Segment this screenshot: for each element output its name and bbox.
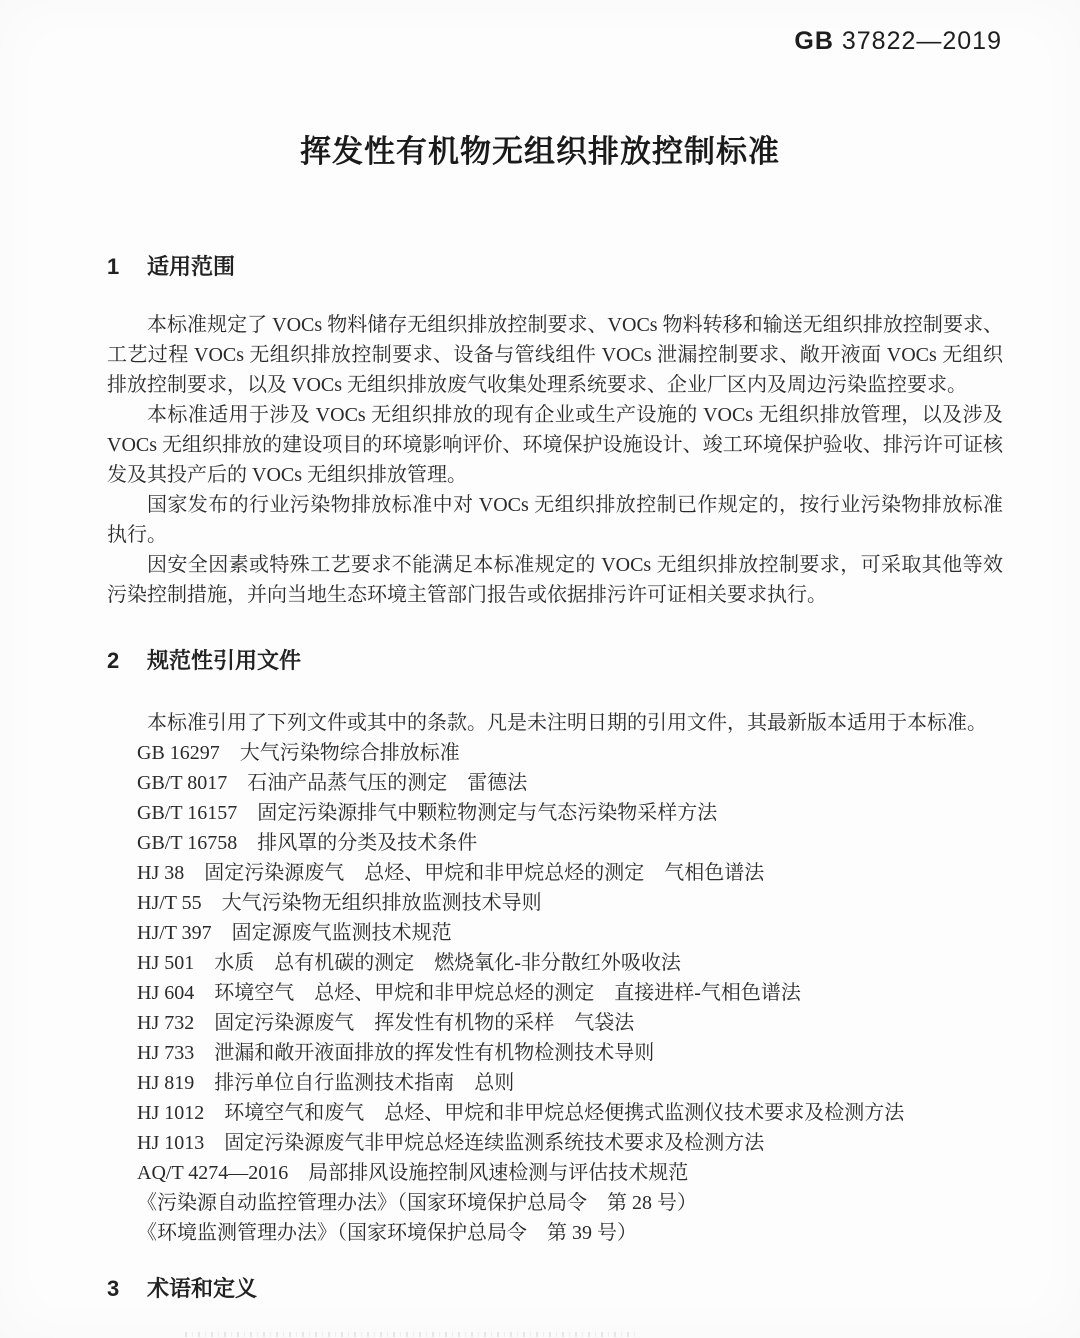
section-number: 2 (107, 648, 120, 673)
references-intro: 本标准引用了下列文件或其中的条款。凡是未注明日期的引用文件，其最新版本适用于本标准。 (147, 712, 987, 734)
section-heading-scope (107, 252, 1003, 281)
section-title: 术语和定义 (147, 1276, 258, 1301)
reference-item: HJ 732 固定污染源废气 挥发性有机物的采样 气袋法 (137, 1012, 635, 1034)
references-list (107, 738, 1003, 1248)
section-number: 1 (107, 254, 120, 279)
truncated-text-line (185, 1332, 640, 1337)
reference-item: AQ/T 4274—2016 局部排风设施控制风速检测与评估技术规范 (137, 1162, 689, 1184)
scope-paragraph: 因安全因素或特殊工艺要求不能满足本标准规定的 VOCs 无组织排放控制要求，可采取其他等效污染控制措施，并向当地生态环境主管部门报告或依据排污许可证相关要求执行。 (107, 554, 1003, 606)
scope-paragraph: 国家发布的行业污染物排放标准中对 VOCs 无组织排放控制已作规定的，按行业污染物排放标准执行。 (107, 494, 1003, 546)
document-body (0, 252, 1080, 1303)
scope-paragraph: 本标准适用于涉及 VOCs 无组织排放的现有企业或生产设施的 VOCs 无组织排放管理，以及涉及 VOCs 无组织排放的建设项目的环境影响评价、环境保护设施设计、竣工环境保护验收、排污许可证核发及其投产后的 VOCs 无组织排放管理。 (107, 404, 1003, 486)
reference-item: HJ 1013 固定污染源废气非甲烷总烃连续监测系统技术要求及检测方法 (137, 1132, 765, 1154)
reference-item: HJ/T 397 固定源废气监测技术规范 (137, 922, 452, 944)
section-title: 规范性引用文件 (147, 648, 302, 673)
reference-item: HJ 501 水质 总有机碳的测定 燃烧氧化-非分散红外吸收法 (137, 952, 681, 974)
reference-item: 《污染源自动监控管理办法》（国家环境保护总局令 第 28 号） (137, 1192, 697, 1214)
reference-item: HJ 38 固定污染源废气 总烃、甲烷和非甲烷总烃的测定 气相色谱法 (137, 862, 765, 884)
reference-item: HJ 819 排污单位自行监测技术指南 总则 (137, 1072, 515, 1094)
section-heading-terms (107, 1274, 1003, 1303)
section-number: 3 (107, 1276, 120, 1301)
reference-item: HJ/T 55 大气污染物无组织排放监测技术导则 (137, 892, 542, 914)
section-heading-references (107, 646, 1003, 675)
reference-item: GB/T 16758 排风罩的分类及技术条件 (137, 832, 478, 854)
reference-item: HJ 1012 环境空气和废气 总烃、甲烷和非甲烷总烃便携式监测仪技术要求及检测方法 (137, 1102, 905, 1124)
standard-code (0, 26, 1002, 56)
reference-item: GB/T 8017 石油产品蒸气压的测定 雷德法 (137, 772, 528, 794)
document-title: 挥发性有机物无组织排放控制标准 (300, 134, 780, 169)
reference-item: 《环境监测管理办法》（国家环境保护总局令 第 39 号） (137, 1222, 637, 1244)
standard-code-number: 37822—2019 (833, 27, 1002, 55)
section-title: 适用范围 (147, 254, 236, 279)
reference-item: GB/T 16157 固定污染源排气中颗粒物测定与气态污染物采样方法 (137, 802, 718, 824)
reference-item: HJ 604 环境空气 总烃、甲烷和非甲烷总烃的测定 直接进样-气相色谱法 (137, 982, 801, 1004)
standard-code-prefix: GB (794, 27, 834, 55)
reference-item: GB 16297 大气污染物综合排放标准 (137, 742, 460, 764)
scope-paragraph: 本标准规定了 VOCs 物料储存无组织排放控制要求、VOCs 物料转移和输送无组织排放控制要求、工艺过程 VOCs 无组织排放控制要求、设备与管线组件 VOCs 泄漏控制要求、敞开液面 VOCs 无组织排放控制要求，以及 VOCs 无组织排放废气收集处理系统要求、企业厂区内及周边污染监控要求。 (107, 314, 1003, 396)
reference-item: HJ 733 泄漏和敞开液面排放的挥发性有机物检测技术导则 (137, 1042, 655, 1064)
